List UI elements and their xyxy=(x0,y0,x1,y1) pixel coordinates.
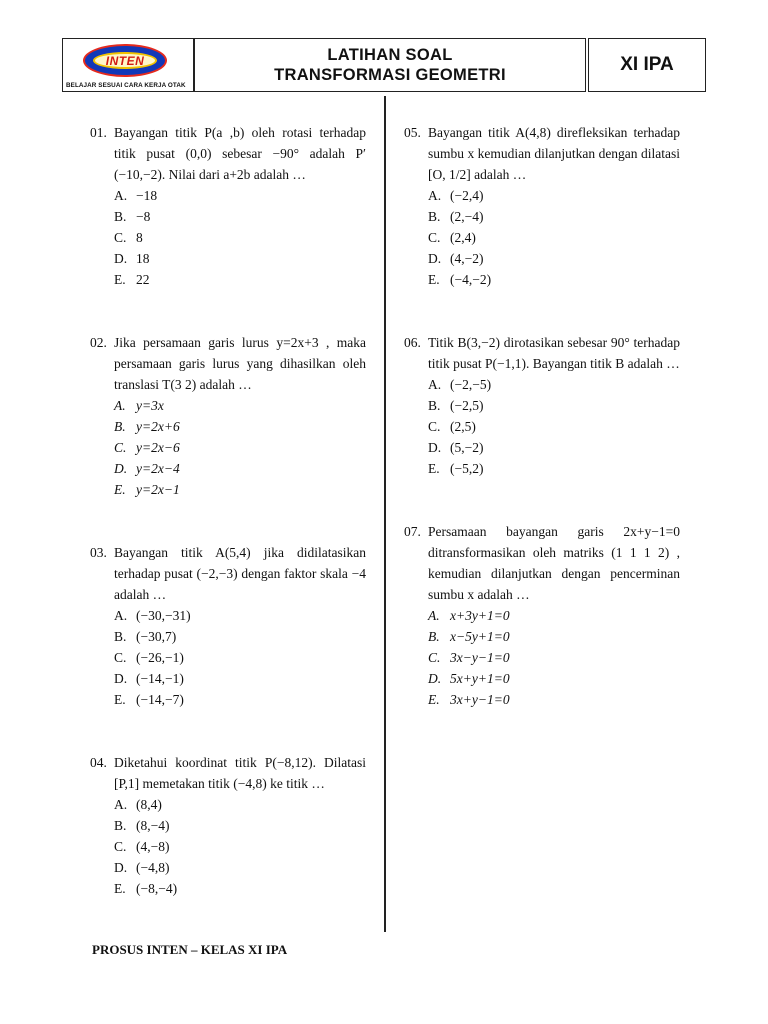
footer: PROSUS INTEN – KELAS XI IPA xyxy=(92,942,288,957)
option: D. 18 xyxy=(114,251,150,266)
question-text: Persamaan bayangan garis 2x+y−1=0 ditransformasikan oleh matriks (1 1 1 2) , kemudian dilanjutkan dengan pencerminan sumbu x adalah … xyxy=(428,524,680,602)
option: C. (2,4) xyxy=(428,230,476,245)
right-column xyxy=(404,122,680,752)
option: E. 22 xyxy=(114,272,150,287)
option: D. (5,−2) xyxy=(428,440,484,455)
option: B. y=2x+6 xyxy=(114,419,180,434)
question-text: Titik B(3,−2) dirotasikan sebesar 90° terhadap titik pusat P(−1,1). Bayangan titik B adalah … xyxy=(428,335,680,371)
inten-logo-icon xyxy=(83,44,167,77)
column-divider xyxy=(384,96,386,932)
question-1 xyxy=(90,122,366,290)
question-6 xyxy=(404,332,680,479)
option: B. (2,−4) xyxy=(428,209,484,224)
question-number: 05. xyxy=(404,125,421,140)
option: C. (4,−8) xyxy=(114,839,170,854)
option: B. (−30,7) xyxy=(114,629,177,644)
class-label: XI IPA xyxy=(620,54,674,75)
question-number: 07. xyxy=(404,524,421,539)
option: E. (−14,−7) xyxy=(114,692,184,707)
option: E. y=2x−1 xyxy=(114,482,180,497)
option: B. (−2,5) xyxy=(428,398,484,413)
question-text: Diketahui koordinat titik P(−8,12). Dilatasi [P,1] memetakan titik (−4,8) ke titik … xyxy=(114,755,366,791)
option: A. −18 xyxy=(114,188,158,203)
option: B. (8,−4) xyxy=(114,818,170,833)
logo-text: INTEN xyxy=(105,53,145,68)
question-number: 06. xyxy=(404,335,421,350)
title-box xyxy=(194,38,586,92)
option: A. (−2,−5) xyxy=(428,377,492,392)
option: A. (8,4) xyxy=(114,797,162,812)
option: E. 3x+y−1=0 xyxy=(428,692,510,707)
question-number: 01. xyxy=(90,125,107,140)
option: B. x−5y+1=0 xyxy=(428,629,510,644)
question-number: 04. xyxy=(90,755,107,770)
question-3 xyxy=(90,542,366,710)
question-text: Bayangan titik A(4,8) direfleksikan terhadap sumbu x kemudian dilanjutkan dengan dilatasi [O, 1/2] adalah … xyxy=(428,125,680,182)
option: E. (−8,−4) xyxy=(114,881,178,896)
option: D. 5x+y+1=0 xyxy=(428,671,510,686)
left-column xyxy=(90,122,366,941)
question-7 xyxy=(404,521,680,710)
option: D. y=2x−4 xyxy=(114,461,180,476)
option: C. y=2x−6 xyxy=(114,440,180,455)
option: D. (4,−2) xyxy=(428,251,484,266)
question-text: Bayangan titik P(a ,b) oleh rotasi terhadap titik pusat (0,0) sebesar −90° adalah P′(−10,−2). Nilai dari a+2b adalah … xyxy=(114,125,366,182)
question-text: Jika persamaan garis lurus y=2x+3 , maka persamaan garis lurus yang dihasilkan oleh translasi T(3 2) adalah … xyxy=(114,335,366,392)
title-line-2: TRANSFORMASI GEOMETRI xyxy=(274,66,506,84)
header xyxy=(62,38,706,94)
question-number: 02. xyxy=(90,335,107,350)
question-4 xyxy=(90,752,366,899)
class-box xyxy=(588,38,706,92)
option: E. (−5,2) xyxy=(428,461,484,476)
option: C. (−26,−1) xyxy=(114,650,184,665)
question-text: Bayangan titik A(5,4) jika didilatasikan terhadap pusat (−2,−3) dengan faktor skala −4 adalah … xyxy=(114,545,366,602)
question-2 xyxy=(90,332,366,500)
option: D. (−14,−1) xyxy=(114,671,184,686)
option: E. (−4,−2) xyxy=(428,272,492,287)
option: A. x+3y+1=0 xyxy=(428,608,510,623)
option: A. y=3x xyxy=(114,398,164,413)
question-number: 03. xyxy=(90,545,107,560)
option: C. 8 xyxy=(114,230,143,245)
option: D. (−4,8) xyxy=(114,860,170,875)
option: C. 3x−y−1=0 xyxy=(428,650,510,665)
option: A. (−2,4) xyxy=(428,188,484,203)
question-5 xyxy=(404,122,680,290)
title-line-1: LATIHAN SOAL xyxy=(327,46,453,64)
logo-tagline: BELAJAR SESUAI CARA KERJA OTAK xyxy=(66,82,186,89)
option: B. −8 xyxy=(114,209,151,224)
option: A. (−30,−31) xyxy=(114,608,191,623)
option: C. (2,5) xyxy=(428,419,476,434)
logo-box xyxy=(62,38,194,92)
